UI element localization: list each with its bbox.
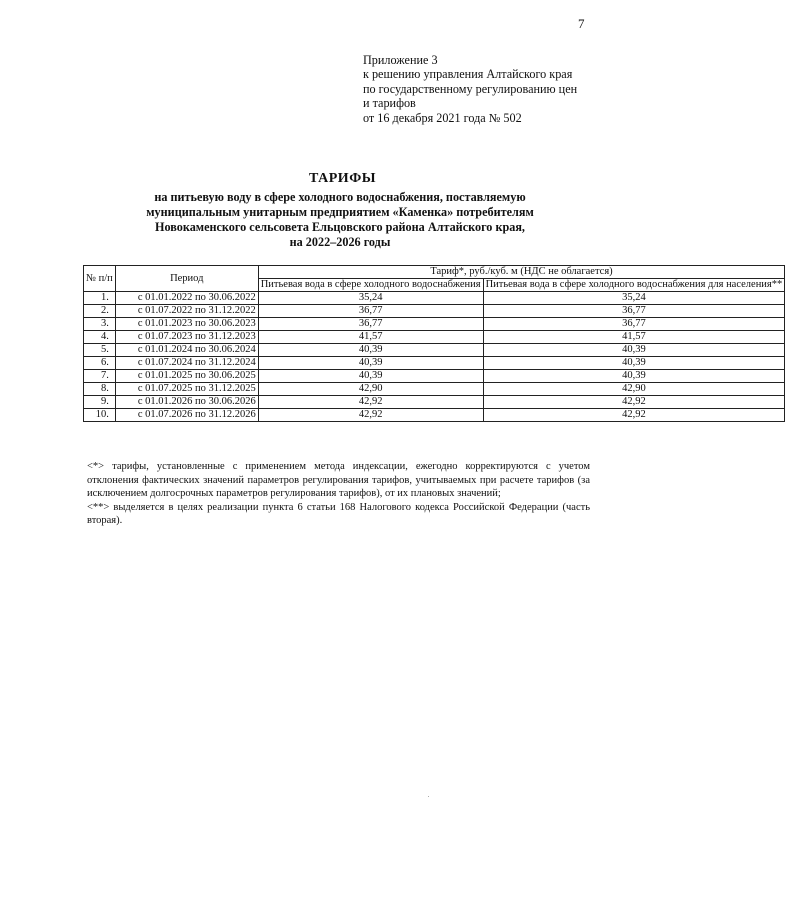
table-row [84,357,785,370]
table-row [84,396,785,409]
row-tariff-population: 42,90 [483,383,785,396]
row-period: с 01.01.2025 по 30.06.2025 [115,370,258,383]
row-tariff-population: 40,39 [483,370,785,383]
row-period: с 01.07.2023 по 31.12.2023 [115,331,258,344]
row-period: с 01.01.2024 по 30.06.2024 [115,344,258,357]
tariff-table-body [84,292,785,422]
appendix-line: от 16 декабря 2021 года № 502 [363,110,522,125]
document-title: ТАРИФЫ [309,171,376,186]
header-tariff-group: Тариф*, руб./куб. м (НДС не облагается) [258,266,785,279]
row-number: 7. [84,370,116,383]
row-number: 6. [84,357,116,370]
header-drinking-water-population: Питьевая вода в сфере холодного водоснабжения для населения** [483,279,785,292]
row-tariff: 36,77 [258,305,483,318]
table-row [84,344,785,357]
row-number: 9. [84,396,116,409]
appendix-line: по государственному регулированию цен [363,81,578,96]
subtitle-line: на 2022–2026 годы [289,235,391,249]
appendix-line: и тарифов [363,96,416,111]
row-number: 2. [84,305,116,318]
row-tariff: 40,39 [258,370,483,383]
footnotes [87,460,590,528]
row-tariff: 42,92 [258,396,483,409]
subtitle-line: Новокаменского сельсовета Ельцовского района Алтайского края, [155,220,525,234]
row-tariff: 40,39 [258,357,483,370]
table-row [84,370,785,383]
table-row [84,331,785,344]
header-num: № п/п [84,266,116,292]
row-number: 10. [84,409,116,422]
page-number: 7 [578,16,585,31]
row-number: 4. [84,331,116,344]
row-number: 1. [84,292,116,305]
row-period: с 01.07.2026 по 31.12.2026 [115,409,258,422]
row-number: 3. [84,318,116,331]
scan-speck [428,796,429,797]
subtitle-line: на питьевую воду в сфере холодного водоснабжения, поставляемую [154,190,526,204]
row-number: 5. [84,344,116,357]
header-period: Период [115,266,258,292]
row-tariff: 42,90 [258,383,483,396]
row-period: с 01.07.2025 по 31.12.2025 [115,383,258,396]
row-tariff-population: 42,92 [483,396,785,409]
row-period: с 01.01.2023 по 30.06.2023 [115,318,258,331]
row-period: с 01.01.2022 по 30.06.2022 [115,292,258,305]
appendix-block [363,53,577,125]
table-row [84,409,785,422]
table-row [84,305,785,318]
row-tariff: 40,39 [258,344,483,357]
footnote-1: <*> тарифы, установленные с применением метода индексации, ежегодно корректируются с учетом отклонения фактических значений параметров регулирования тарифов, учитываемых при расчете тарифов (за исключением долгосрочных параметров регулирования тарифов), от их плановых значений; [87,461,590,500]
row-period: с 01.07.2022 по 31.12.2022 [115,305,258,318]
row-tariff-population: 40,39 [483,344,785,357]
row-tariff-population: 40,39 [483,357,785,370]
row-tariff-population: 35,24 [483,292,785,305]
header-drinking-water: Питьевая вода в сфере холодного водоснабжения [258,279,483,292]
row-tariff-population: 42,92 [483,409,785,422]
row-tariff: 36,77 [258,318,483,331]
footnote-2: <**> выделяется в целях реализации пункта 6 статьи 168 Налогового кодекса Российской Федерации (часть вторая). [87,501,590,527]
row-tariff: 35,24 [258,292,483,305]
row-tariff-population: 36,77 [483,305,785,318]
table-row [84,318,785,331]
row-period: с 01.01.2026 по 30.06.2026 [115,396,258,409]
document-subtitle [60,190,620,250]
row-tariff: 41,57 [258,331,483,344]
row-period: с 01.07.2024 по 31.12.2024 [115,357,258,370]
appendix-line: к решению управления Алтайского края [363,67,573,82]
table-row [84,292,785,305]
table-row [84,383,785,396]
appendix-line: Приложение 3 [363,53,438,67]
row-tariff-population: 41,57 [483,331,785,344]
tariff-table [83,265,785,422]
row-tariff-population: 36,77 [483,318,785,331]
row-tariff: 42,92 [258,409,483,422]
subtitle-line: муниципальным унитарным предприятием «Каменка» потребителям [146,205,534,219]
row-number: 8. [84,383,116,396]
